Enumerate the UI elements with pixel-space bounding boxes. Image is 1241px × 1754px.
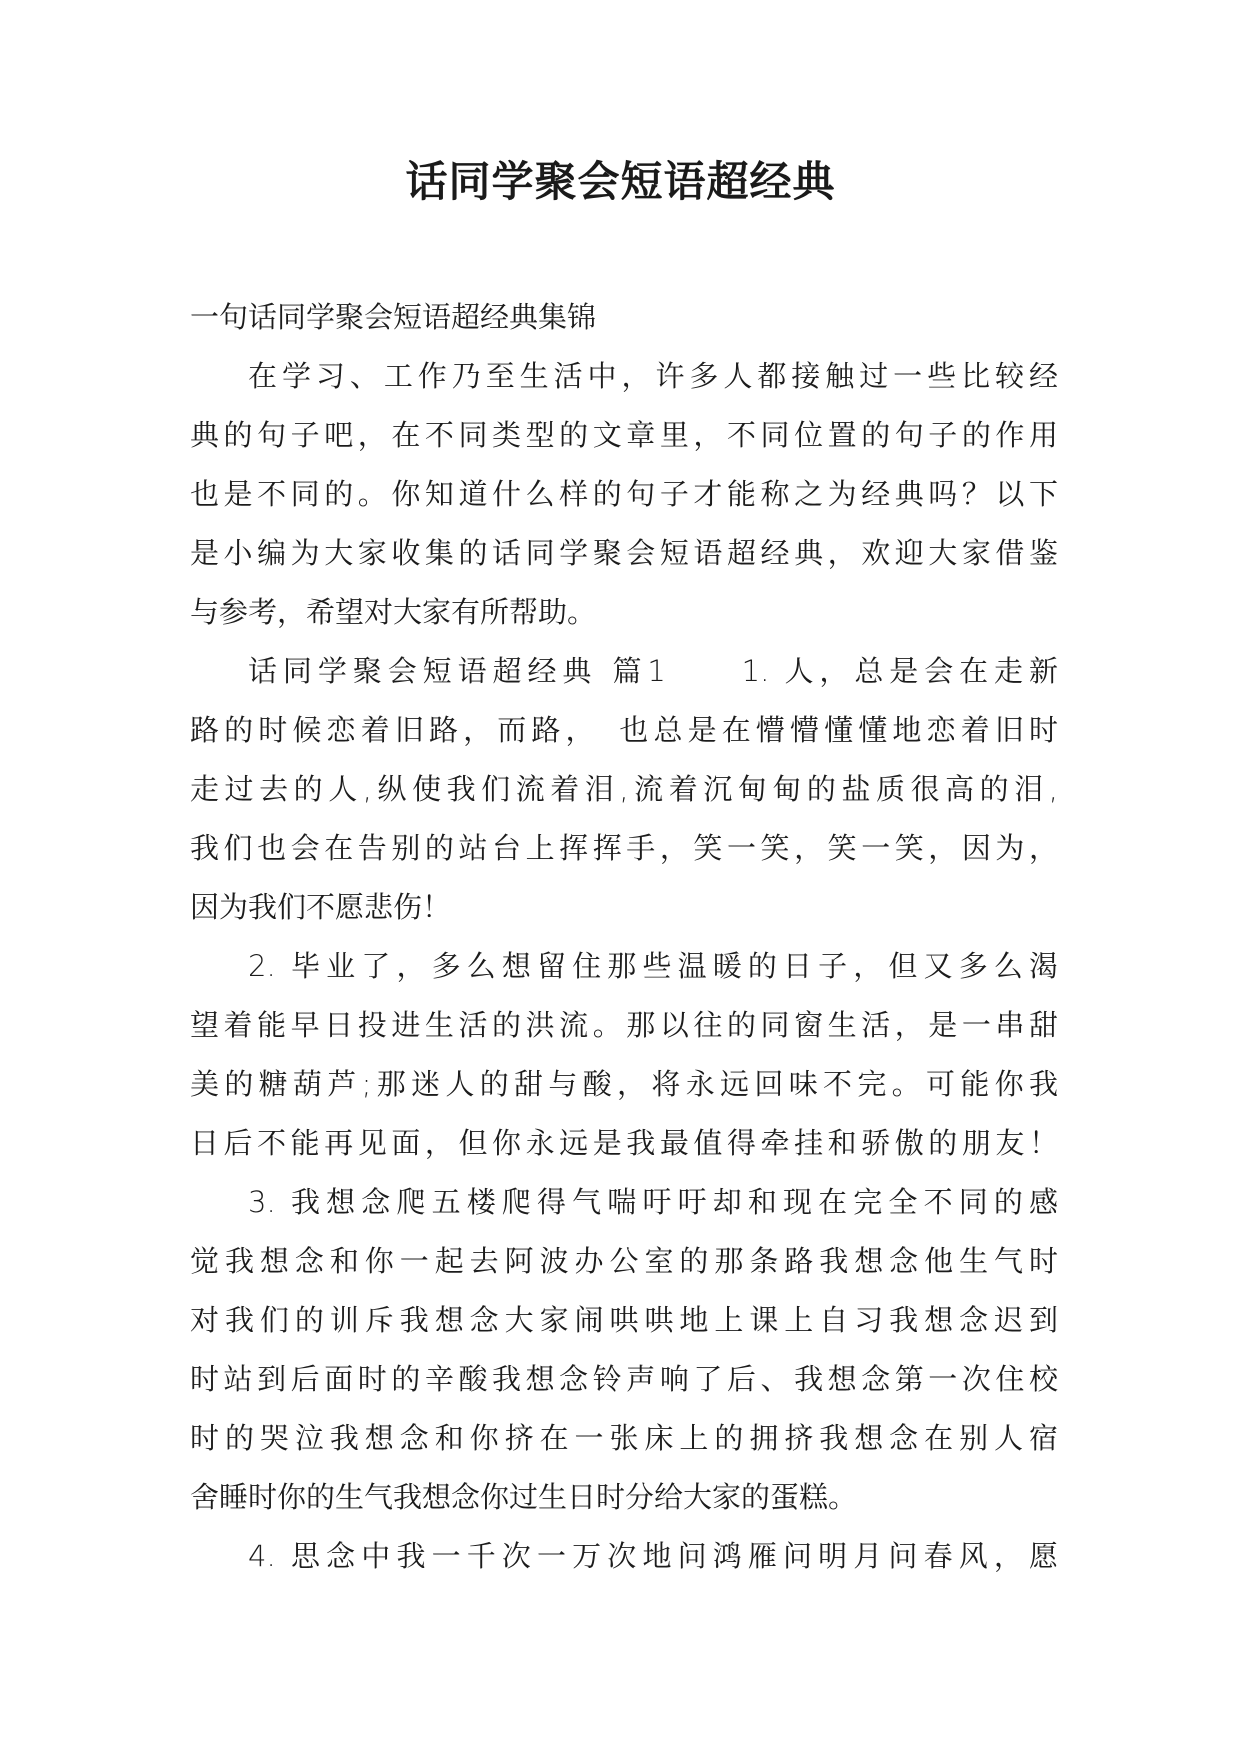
- paragraph-line: 时站到后面时的辛酸我想念铃声响了后、我想念第一次住校: [190, 1362, 1058, 1396]
- paragraph-line: 是小编为大家收集的话同学聚会短语超经典，欢迎大家借鉴: [190, 536, 1058, 570]
- paragraph-line: 因为我们不愿悲伤！: [190, 890, 452, 924]
- paragraph-line: 路的时候恋着旧路，而路， 也总是在懵懵懂懂地恋着旧时: [190, 713, 1058, 747]
- paragraph-line: 走过去的人,纵使我们流着泪,流着沉甸甸的盐质很高的泪,: [190, 772, 1058, 806]
- paragraph-line: 也是不同的。你知道什么样的句子才能称之为经典吗？以下: [190, 477, 1058, 511]
- paragraph-line: 日后不能再见面，但你永远是我最值得牵挂和骄傲的朋友！: [190, 1126, 1058, 1160]
- paragraph-line: 与参考，希望对大家有所帮助。: [190, 595, 597, 629]
- paragraph-line: 美的糖葫芦;那迷人的甜与酸，将永远回味不完。可能你我: [190, 1067, 1058, 1101]
- paragraph-line: 我们也会在告别的站台上挥挥手，笑一笑，笑一笑，因为，: [190, 831, 1058, 865]
- paragraph-line: 觉我想念和你一起去阿波办公室的那条路我想念他生气时: [190, 1244, 1058, 1278]
- paragraph-line: 望着能早日投进生活的洪流。那以往的同窗生活，是一串甜: [190, 1008, 1058, 1042]
- paragraph-line: 典的句子吧，在不同类型的文章里，不同位置的句子的作用: [190, 418, 1058, 452]
- subtitle-line: 一句话同学聚会短语超经典集锦: [190, 300, 597, 334]
- paragraph-line: 4. 思念中我一千次一万次地问鸿雁问明月问春风，愿: [248, 1539, 1058, 1573]
- paragraph-line: 在学习、工作乃至生活中，许多人都接触过一些比较经: [248, 359, 1058, 393]
- paragraph-line: 2. 毕业了，多么想留住那些温暖的日子，但又多么渴: [248, 949, 1058, 983]
- paragraph-line: 舍睡时你的生气我想念你过生日时分给大家的蛋糕。: [190, 1480, 858, 1514]
- document-title: 话同学聚会短语超经典: [405, 157, 836, 206]
- paragraph-line: 对我们的训斥我想念大家闹哄哄地上课上自习我想念迟到: [190, 1303, 1058, 1337]
- paragraph-line: 3. 我想念爬五楼爬得气喘吁吁却和现在完全不同的感: [248, 1185, 1058, 1219]
- paragraph-line: 话同学聚会短语超经典 篇1 1. 人，总是会在走新: [248, 654, 1058, 688]
- paragraph-line: 时的哭泣我想念和你挤在一张床上的拥挤我想念在别人宿: [190, 1421, 1058, 1455]
- document-body: [190, 288, 1058, 1586]
